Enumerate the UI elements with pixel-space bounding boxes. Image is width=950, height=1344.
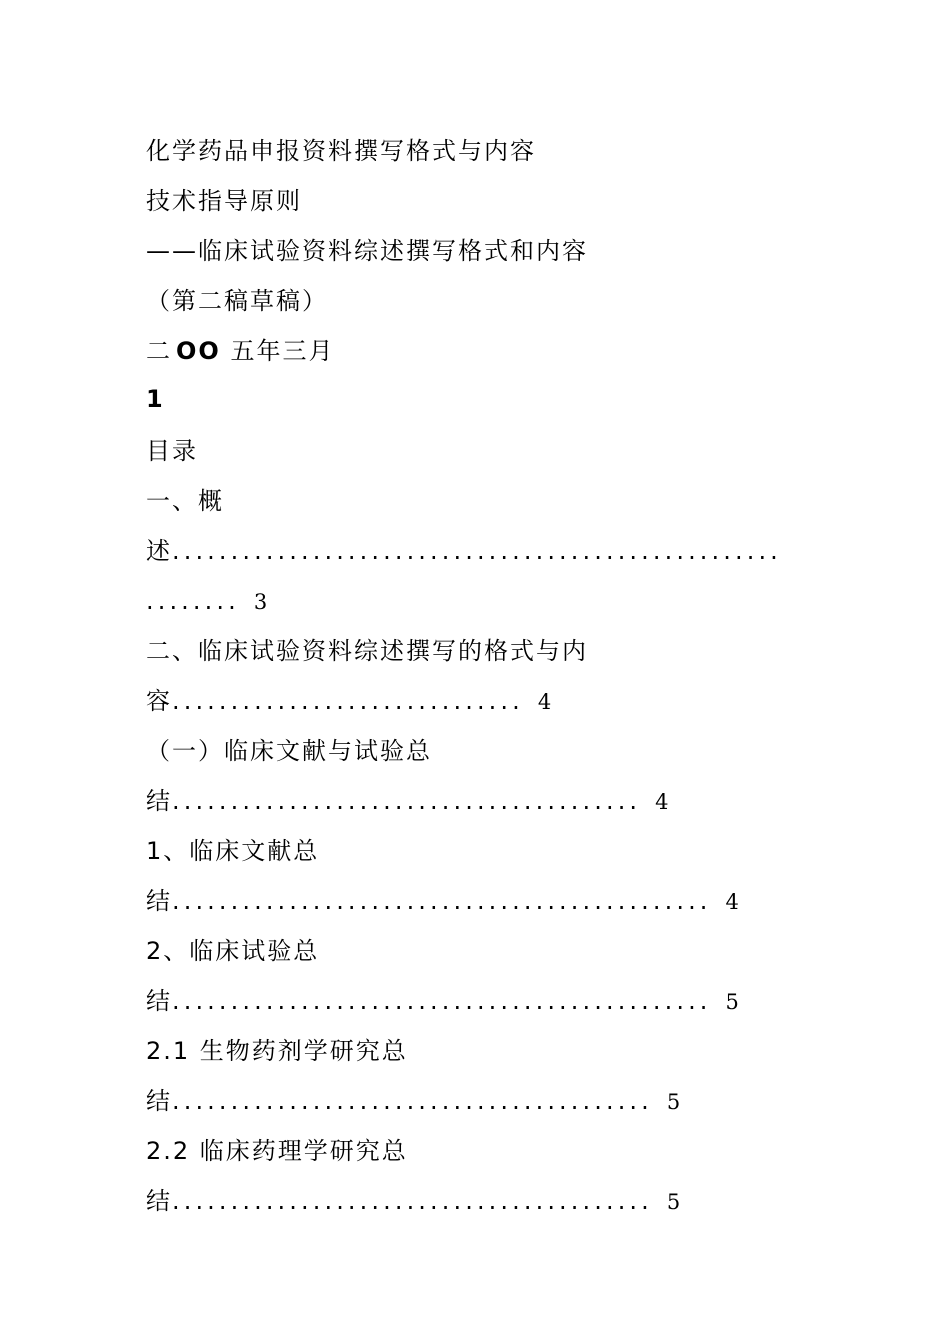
toc-entry-lead: 结 (146, 1187, 172, 1215)
toc-entry-label: （一）临床文献与试验总 (146, 737, 432, 765)
toc-entry-label: 1、临床文献总 (146, 837, 320, 865)
toc-entry-lead: 容 (146, 687, 172, 715)
title-line-2: 技术指导原则 (146, 187, 302, 215)
toc-entry-leader (146, 536, 782, 566)
toc-entry-lead: 述 (146, 537, 172, 565)
toc-entry-lead: 结 (146, 787, 172, 815)
toc-entry-leader (146, 986, 739, 1017)
toc-entry-lead: 结 (146, 987, 172, 1015)
toc-entry-dots: ........ (146, 587, 240, 615)
toc-entry-label: 二、临床试验资料综述撰写的格式与内 (146, 637, 588, 665)
title-line-3: ——临床试验资料综述撰写格式和内容 (146, 237, 588, 265)
toc-entry-dots: .............................. (172, 687, 524, 715)
toc-entry-dots: ......................................... (172, 1087, 653, 1115)
toc-entry-leader-cont (146, 586, 267, 617)
date-suffix: 五年三月 (220, 337, 335, 365)
toc-entry-dots: ......................................... (172, 1187, 653, 1215)
toc-heading: 目录 (146, 437, 198, 465)
toc-entry-dots: .............................................. (172, 887, 712, 915)
toc-entry-leader (146, 686, 551, 717)
toc-entry-label: 2.2 临床药理学研究总 (146, 1137, 408, 1165)
title-line-1: 化学药品申报资料撰写格式与内容 (146, 137, 536, 165)
toc-entry-label: 2、临床试验总 (146, 937, 320, 965)
toc-entry-page: 5 (666, 1190, 681, 1214)
toc-entry-page: 3 (253, 590, 268, 614)
toc-entry-dots: ........................................ (172, 787, 642, 815)
toc-entry-lead: 结 (146, 1087, 172, 1115)
toc-entry-leader (146, 1186, 680, 1217)
date-prefix: 二 (146, 337, 172, 365)
toc-entry-label: 一、概 (146, 487, 224, 515)
toc-entry-lead: 结 (146, 887, 172, 915)
toc-entry-dots: .............................................. (172, 987, 712, 1015)
date-line (146, 336, 334, 366)
toc-entry-page: 4 (655, 790, 669, 814)
toc-entry-page: 5 (666, 1090, 681, 1114)
toc-entry-leader (146, 786, 669, 817)
toc-entry-leader (146, 886, 739, 917)
toc-entry-label: 2.1 生物药剂学研究总 (146, 1037, 408, 1065)
toc-entry-leader (146, 1086, 680, 1117)
toc-entry-page: 5 (725, 990, 739, 1014)
title-line-4: （第二稿草稿） (146, 287, 328, 315)
toc-entry-dots: .................................................... (172, 537, 782, 565)
page-number: 1 (146, 385, 165, 413)
toc-entry-page: 4 (725, 890, 739, 914)
toc-entry-page: 4 (537, 690, 552, 714)
date-oo: OO (176, 337, 221, 365)
